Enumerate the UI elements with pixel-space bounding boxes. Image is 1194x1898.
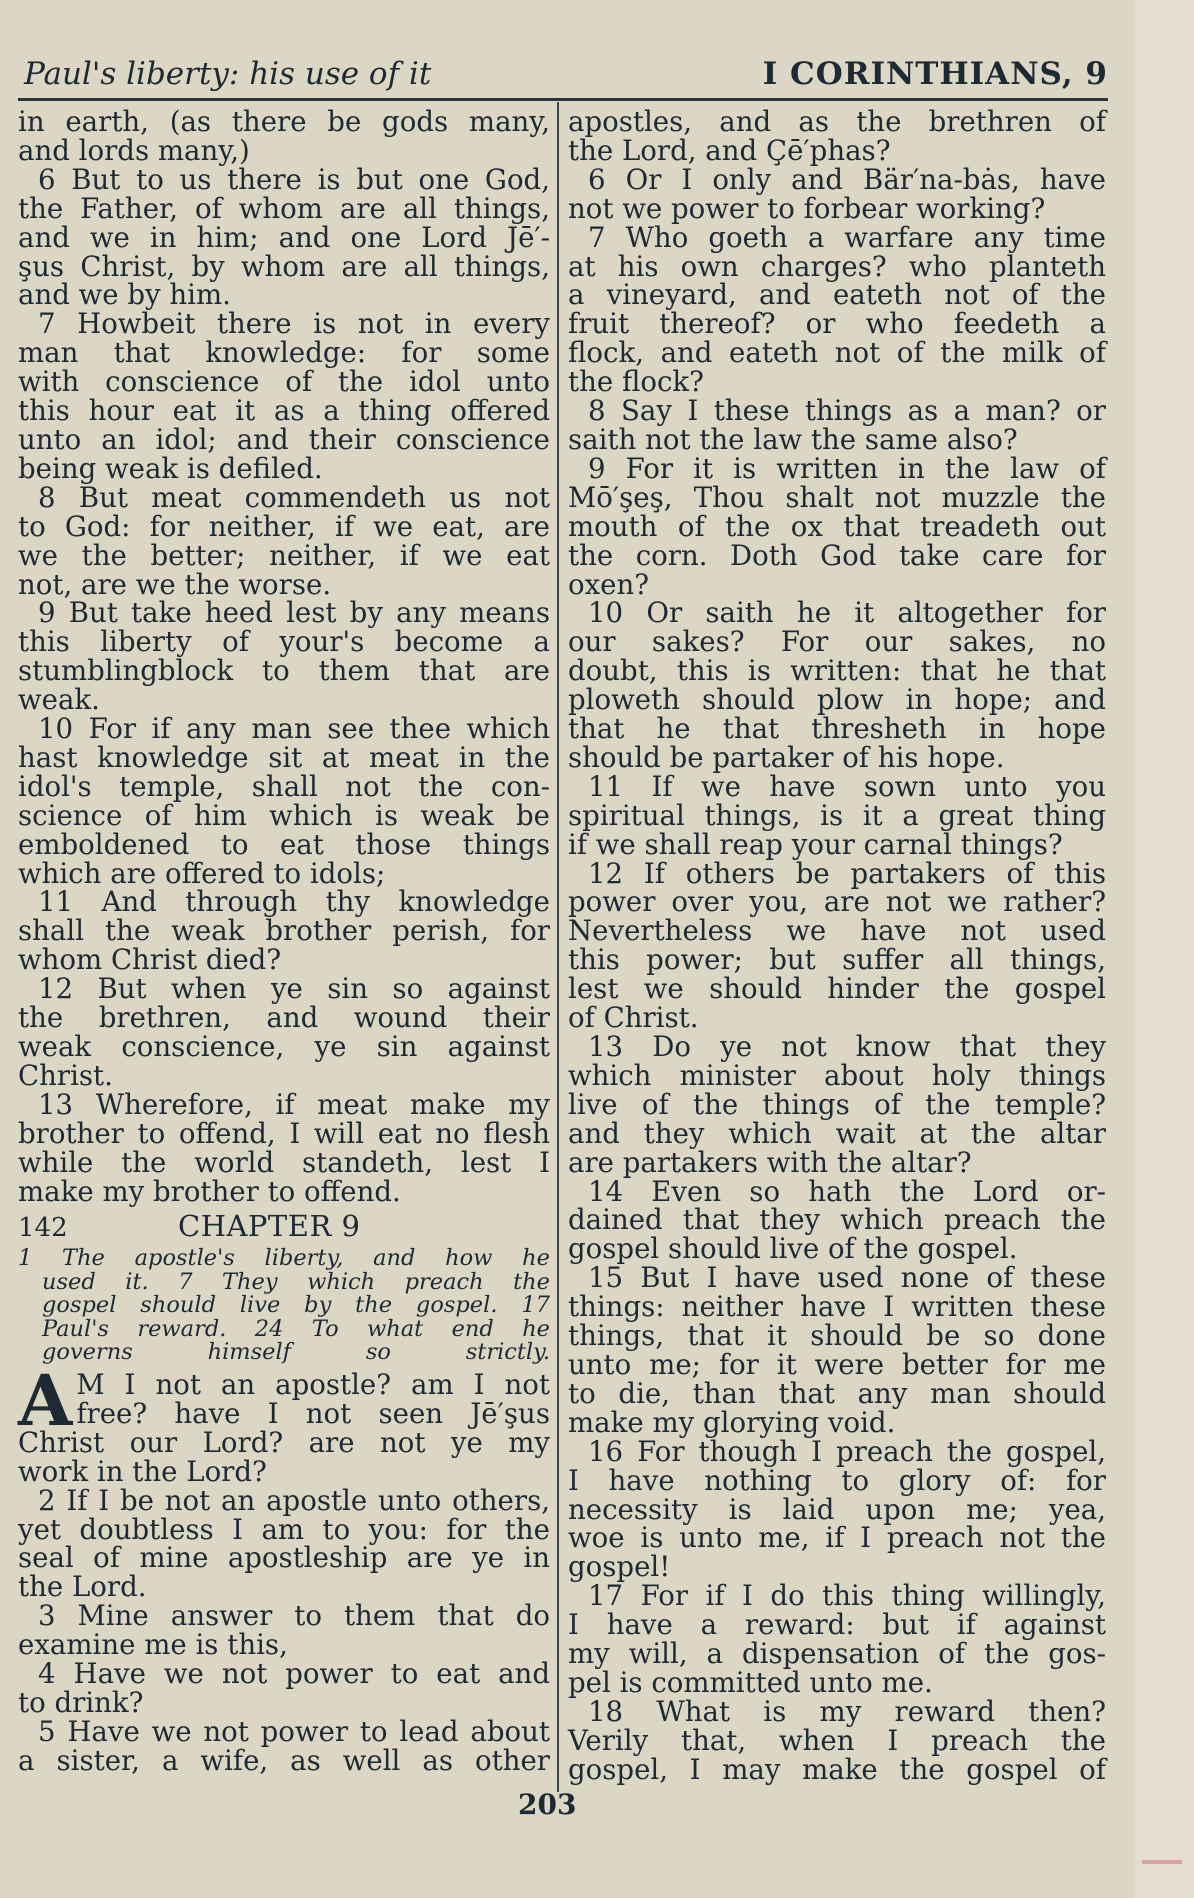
verse-9-3 xyxy=(18,1599,550,1662)
text-line: science of him which is weak be xyxy=(18,798,550,832)
text-line: şus Christ, by whom are all things, xyxy=(18,249,550,283)
text-line: our sakes? For our sakes, no xyxy=(568,625,1106,659)
text-line: 13 Do ye not know that they xyxy=(588,1030,1106,1063)
running-head-right: I CORINTHIANS, 9 xyxy=(762,56,1108,92)
verse-8-8 xyxy=(18,480,550,601)
text-line: stumblingblock to them that are xyxy=(18,654,550,688)
verse-8-7 xyxy=(18,307,550,485)
verse-9-9 xyxy=(568,451,1106,601)
text-line: 7 Who goeth a warfare any time xyxy=(588,220,1106,254)
text-line: lest we should hinder the gospel xyxy=(568,972,1106,1006)
text-line: man that knowledge: for some xyxy=(18,336,550,370)
text-line: the corn. Doth God take care for xyxy=(568,538,1106,572)
text-line: Verily that, when I preach the xyxy=(568,1723,1106,1757)
text-line: we the better; neither, if we eat xyxy=(18,538,550,572)
text-line: weak. xyxy=(18,683,100,717)
column-divider xyxy=(557,102,559,1792)
verse-9-13 xyxy=(568,1030,1106,1179)
text-line: 8 But meat commendeth us not xyxy=(38,480,550,514)
verse-8-12 xyxy=(18,972,550,1092)
text-line: unto an idol; and their conscience xyxy=(18,422,550,456)
text-line: brother to offend, I will eat no flesh xyxy=(18,1116,550,1150)
text-line: 14 Even so hath the Lord or- xyxy=(588,1174,1106,1208)
text-line: things: neither have I written these xyxy=(568,1290,1106,1324)
text-line: 8 Say I these things as a man? or xyxy=(588,394,1106,428)
text-line: saith not the law the same also? xyxy=(568,422,1018,456)
text-line: 15 But I have used none of these xyxy=(588,1261,1106,1295)
text-line: things, that it should be so done xyxy=(568,1319,1106,1353)
chapter-title: CHAPTER 9 xyxy=(178,1209,361,1244)
text-line: 13 Wherefore, if meat make my xyxy=(38,1087,550,1121)
text-line: 5 Have we not power to lead about xyxy=(38,1714,550,1748)
text-line: which are offered to idols; xyxy=(18,856,386,890)
text-line: oxen? xyxy=(568,567,650,601)
summary-line: gospel should live by the gospel. 17 xyxy=(42,1292,550,1319)
text-line: which minister about holy things xyxy=(568,1058,1106,1092)
verse-9-14 xyxy=(568,1174,1106,1266)
text-line: pel is committed unto me. xyxy=(568,1665,933,1699)
text-line: ploweth should plow in hope; and xyxy=(568,683,1106,717)
text-line: I have a reward: but if against xyxy=(568,1608,1106,1642)
verse-9-6 xyxy=(568,162,1106,225)
page-number: 203 xyxy=(518,1788,577,1821)
header-rule xyxy=(18,98,1108,101)
text-line: of Christ. xyxy=(568,1001,699,1035)
text-line: the brethren, and wound their xyxy=(18,1001,550,1035)
text-line: with conscience of the idol unto xyxy=(18,365,550,399)
text-line: 16 For though I preach the gospel, xyxy=(588,1434,1106,1468)
text-line: idol's temple, shall not the con- xyxy=(18,769,550,803)
text-line: at his own charges? who planteth xyxy=(568,249,1106,283)
text-line: gospel! xyxy=(568,1550,671,1584)
text-line: not we power to forbear working? xyxy=(568,191,1046,225)
text-line: seal of mine apostleship are ye in xyxy=(18,1541,550,1575)
text-line: while the world standeth, lest I xyxy=(18,1145,550,1179)
text-line: this liberty of your's become a xyxy=(18,625,550,659)
text-line: the Father, of whom are all things, xyxy=(18,191,550,225)
text-line: M I not an apostle? am I not xyxy=(76,1367,550,1401)
chapter-heading xyxy=(18,1209,550,1244)
verse-9-17 xyxy=(568,1579,1106,1699)
drop-cap: A xyxy=(18,1358,73,1442)
text-line: 9 But take heed lest by any means xyxy=(38,596,550,630)
verse-9-4 xyxy=(18,1657,550,1719)
text-line: a vineyard, and eateth not of the xyxy=(568,278,1106,312)
running-head xyxy=(24,44,1108,92)
text-line: 2 If I be not an apostle unto others, xyxy=(38,1483,550,1517)
text-line: 4 Have we not power to eat and xyxy=(38,1657,550,1691)
text-line: examine me is this, xyxy=(18,1628,288,1662)
verse-9-1 xyxy=(18,1358,550,1488)
text-line: should be partaker of his hope. xyxy=(568,740,1005,774)
verse-8-6 xyxy=(18,162,550,312)
verse-8-10 xyxy=(18,712,550,890)
text-line: Mō′şeş, Thou shalt not muzzle the xyxy=(568,480,1106,514)
text-line: apostles, and as the brethren of xyxy=(568,105,1106,138)
running-head-left: Paul's liberty: his use of it xyxy=(24,56,432,92)
text-line: yet doubtless I am to you: for the xyxy=(18,1512,550,1546)
text-line: make my brother to offend. xyxy=(18,1174,401,1208)
text-line: 3 Mine answer to them that do xyxy=(38,1599,550,1633)
text-line: free? have I not seen Jē′şus xyxy=(76,1396,550,1430)
text-line: power over you, are not we rather? xyxy=(568,885,1106,919)
verse-9-11 xyxy=(568,769,1106,861)
verse-9-5-continuation xyxy=(568,105,1106,167)
verse-8-11 xyxy=(18,885,550,977)
text-line: Nevertheless we have not used xyxy=(568,914,1106,948)
text-line: gospel, I may make the gospel of xyxy=(568,1752,1106,1786)
text-line: 12 If others be partakers of this xyxy=(588,856,1106,890)
text-line: the flock? xyxy=(568,365,704,399)
text-line: 11 And through thy knowledge xyxy=(38,885,550,919)
text-line: doubt, this is written: that he that xyxy=(568,654,1106,688)
verse-9-2 xyxy=(18,1483,550,1604)
text-line: 7 Howbeit there is not in every xyxy=(38,307,550,341)
right-column xyxy=(568,105,1106,1788)
text-line: and we in him; and one Lord Jē′- xyxy=(18,220,550,254)
text-line: mouth of the ox that treadeth out xyxy=(568,509,1106,543)
text-line: to God: for neither, if we eat, are xyxy=(18,509,550,543)
verse-9-7 xyxy=(568,220,1106,399)
chapter-page-ref: 142 xyxy=(18,1213,68,1244)
text-line: 10 For if any man see thee which xyxy=(38,712,550,746)
text-line: fruit thereof? or who feedeth a xyxy=(568,307,1106,341)
verse-8-5-continuation xyxy=(18,105,550,167)
text-line: 6 Or I only and Bär′na-bȧs, have xyxy=(588,162,1106,196)
summary-line: used it. 7 They which preach the xyxy=(42,1268,550,1295)
verse-9-5 xyxy=(18,1714,550,1777)
verse-9-15 xyxy=(568,1261,1106,1439)
text-line: 9 For it is written in the law of xyxy=(588,451,1106,485)
text-line: and they which wait at the altar xyxy=(568,1116,1106,1150)
text-line: the Lord. xyxy=(18,1570,147,1604)
chapter-summary xyxy=(18,1247,550,1365)
text-line: if we shall reap your carnal things? xyxy=(568,827,1063,861)
text-line: 6 But to us there is but one God, xyxy=(38,162,550,196)
text-line: Christ. xyxy=(18,1058,113,1092)
text-line: to die, than that any man should xyxy=(568,1376,1106,1410)
text-line: Christ our Lord? are not ye my xyxy=(18,1425,550,1459)
text-line: flock, and eateth not of the milk of xyxy=(568,336,1106,370)
text-line: 18 What is my reward then? xyxy=(588,1694,1106,1728)
text-line: weak conscience, ye sin against xyxy=(18,1030,550,1063)
text-line: gospel should live of the gospel. xyxy=(568,1232,1018,1266)
text-line: to drink? xyxy=(18,1686,144,1719)
text-line: this hour eat it as a thing offered xyxy=(18,394,550,428)
text-line: emboldened to eat those things xyxy=(18,827,550,861)
text-line: a sister, a wife, as well as other xyxy=(18,1743,550,1777)
text-line: hast knowledge sit at meat in the xyxy=(18,740,550,774)
left-column xyxy=(18,105,550,1788)
edge-mark xyxy=(1142,1860,1182,1864)
text-line: work in the Lord? xyxy=(18,1454,267,1488)
text-line: live of the things of the temple? xyxy=(568,1087,1106,1121)
text-line: whom Christ died? xyxy=(18,943,282,977)
page-edge xyxy=(1134,0,1194,1898)
summary-line: 1 The apostle's liberty, and how he xyxy=(18,1245,550,1272)
text-line: unto me; for it were better for me xyxy=(568,1347,1106,1381)
text-line: and lords many,) xyxy=(18,133,250,167)
text-line: 12 But when ye sin so against xyxy=(38,972,550,1006)
text-line: necessity is laid upon me; yea, xyxy=(568,1492,1106,1526)
text-line: the Lord, and Çē′phas? xyxy=(568,133,891,167)
summary-line: Paul's reward. 24 To what end he xyxy=(42,1315,550,1342)
text-line: woe is unto me, if I preach not the xyxy=(568,1521,1106,1555)
verse-9-18 xyxy=(568,1694,1106,1786)
text-line: being weak is defiled. xyxy=(18,451,323,485)
text-line: make my glorying void. xyxy=(568,1405,896,1439)
text-line: shall the weak brother perish, for xyxy=(18,914,550,948)
verse-9-16 xyxy=(568,1434,1106,1584)
text-line: in earth, (as there be gods many, xyxy=(18,105,550,138)
text-line: 10 Or saith he it altogether for xyxy=(588,596,1106,630)
summary-line: governs himself so strictly. xyxy=(42,1339,550,1366)
verse-9-8 xyxy=(568,394,1106,456)
text-line: I have nothing to glory of: for xyxy=(568,1463,1106,1497)
verse-8-13 xyxy=(18,1087,550,1208)
verse-9-10 xyxy=(568,596,1106,774)
verse-9-12 xyxy=(568,856,1106,1035)
text-line: this power; but suffer all things, xyxy=(568,943,1106,977)
text-line: 17 For if I do this thing willingly, xyxy=(588,1579,1106,1613)
text-line: that he that thresheth in hope xyxy=(568,712,1106,746)
verse-8-9 xyxy=(18,596,550,717)
text-line: 11 If we have sown unto you xyxy=(588,769,1106,803)
text-line: are partakers with the altar? xyxy=(568,1145,972,1179)
text-line: not, are we the worse. xyxy=(18,567,332,601)
text-line: spiritual things, is it a great thing xyxy=(568,798,1106,832)
text-line: and we by him. xyxy=(18,278,231,312)
text-line: dained that they which preach the xyxy=(568,1203,1106,1237)
text-line: my will, a dispensation of the gos- xyxy=(568,1637,1106,1671)
